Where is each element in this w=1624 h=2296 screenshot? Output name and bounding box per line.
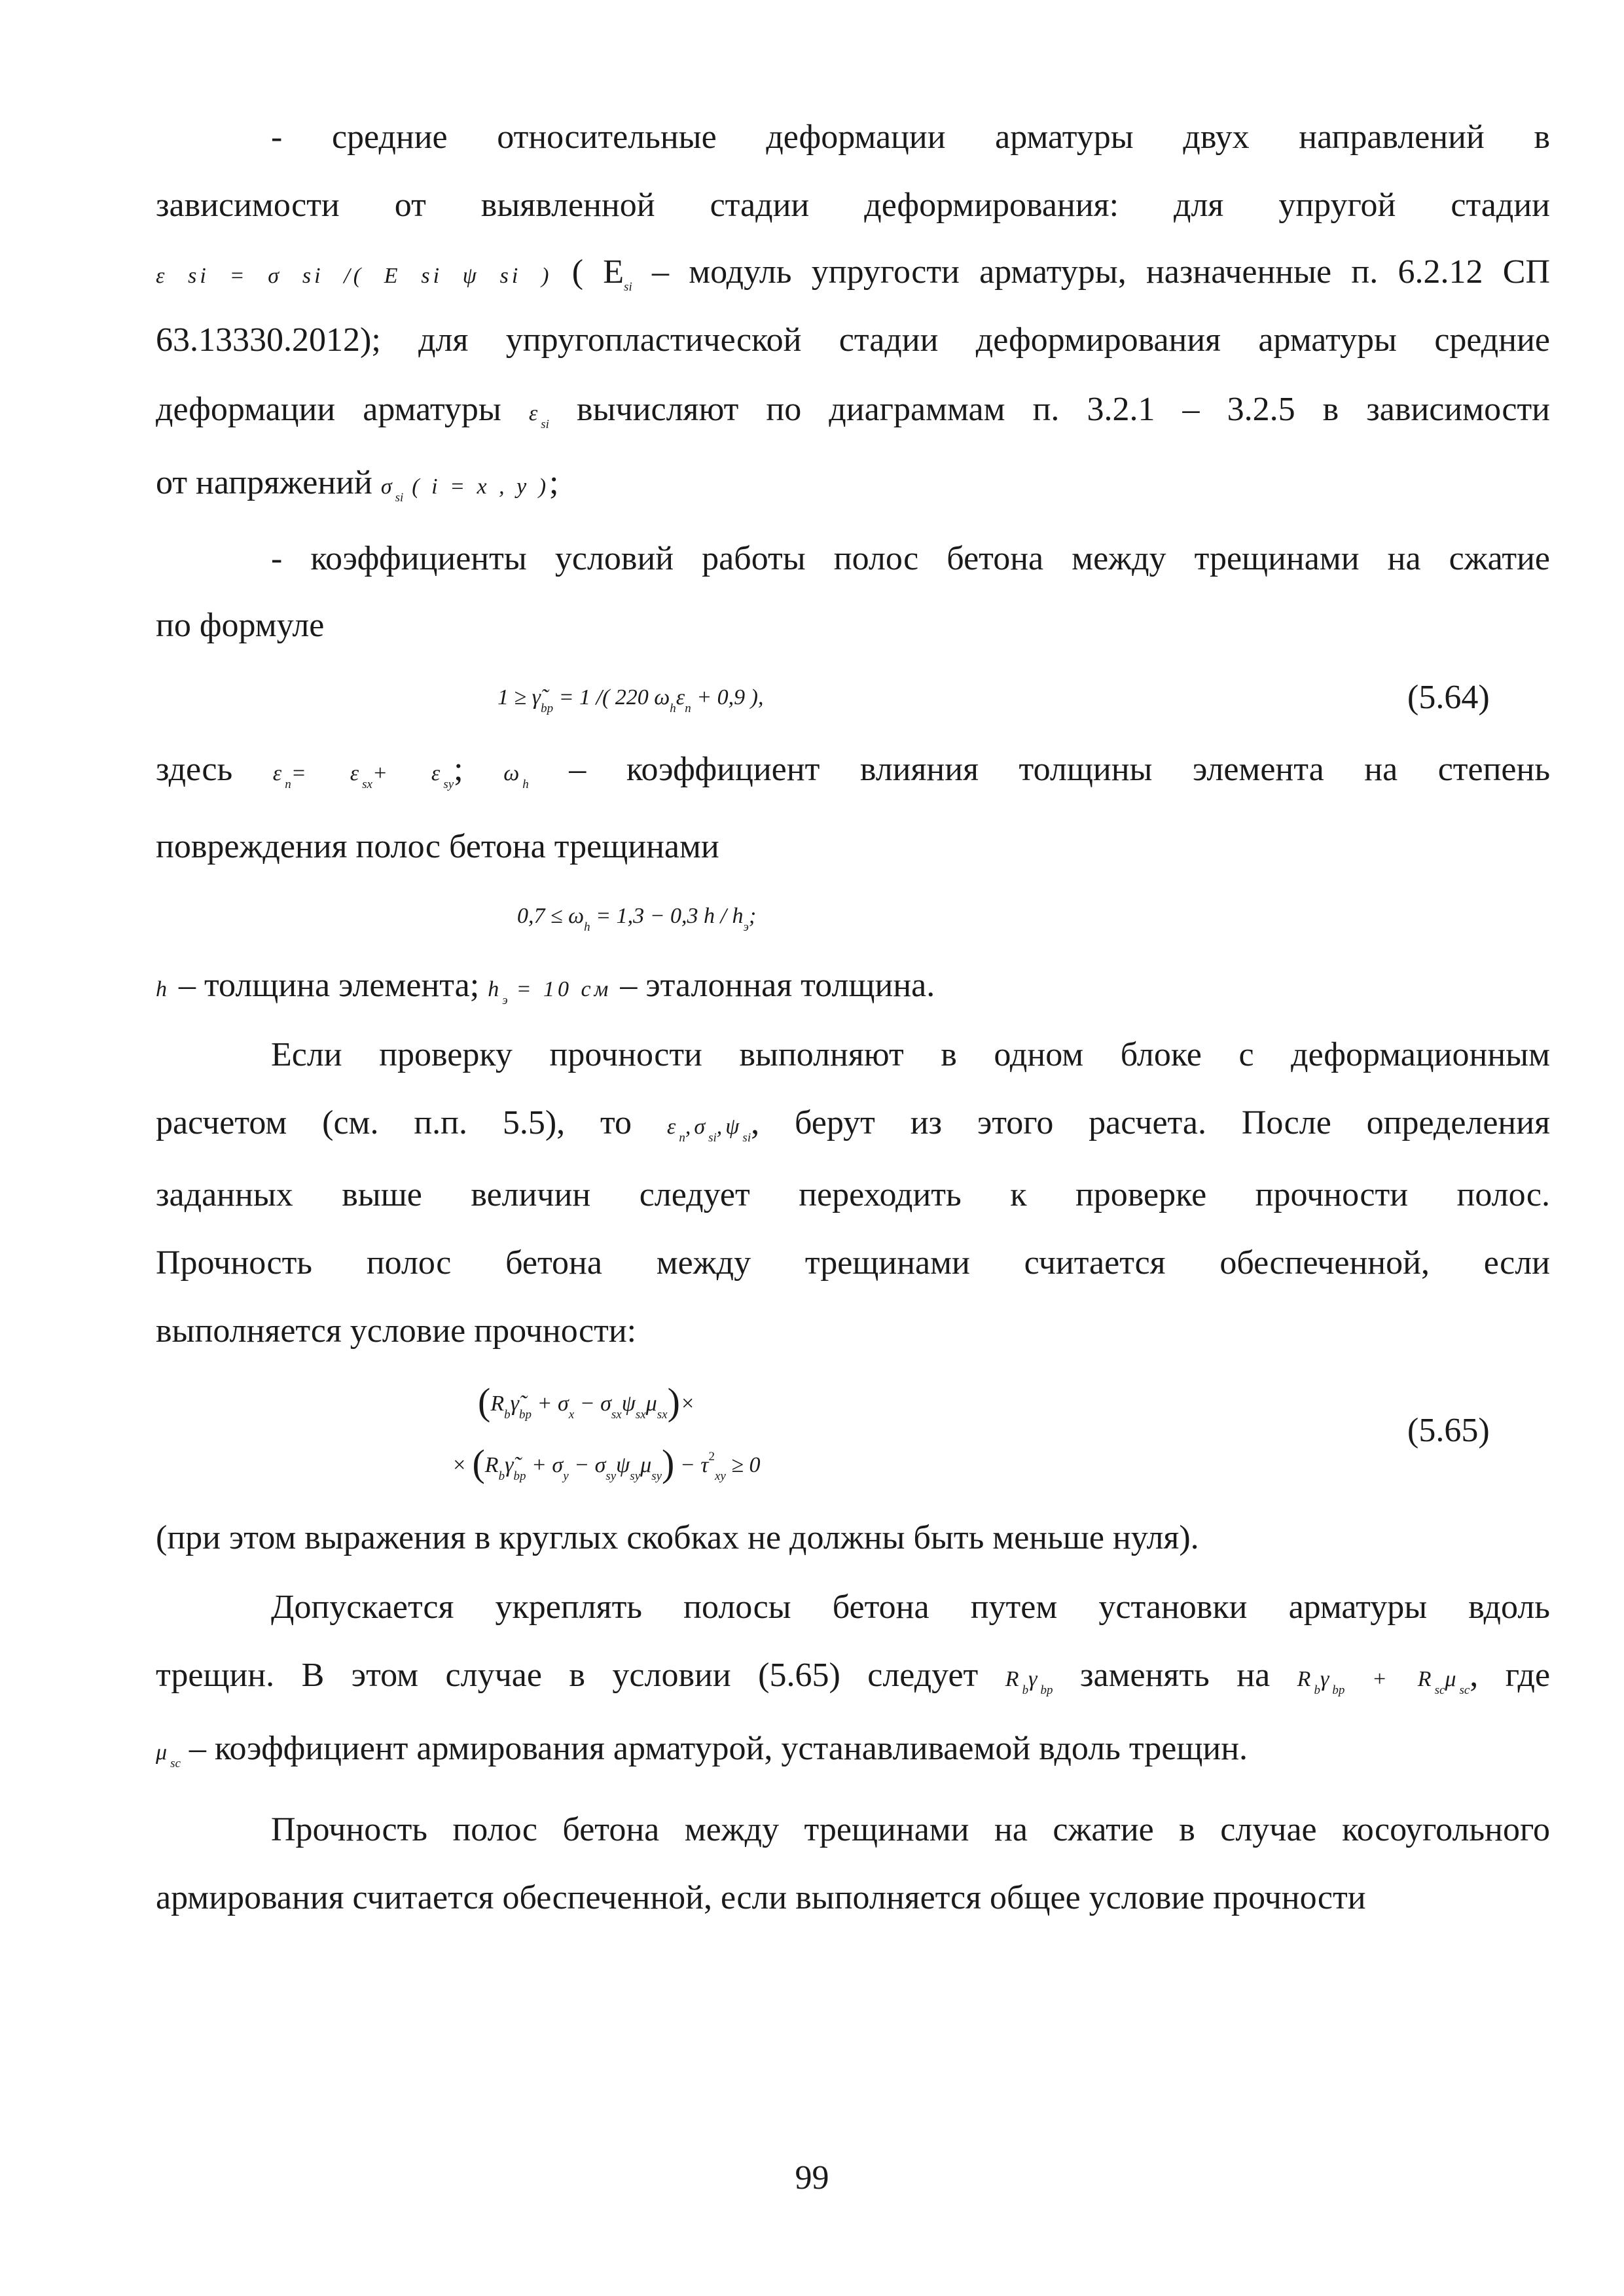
p1-line5-b: вычисляют по диаграммам п. 3.2.1 – 3.2.5 в зависимости bbox=[577, 391, 1550, 428]
f565-r2-sub-sy3: sy bbox=[651, 1469, 662, 1483]
p1-line5-sym: ε bbox=[528, 401, 541, 425]
p7-l3-mu-sub: sc bbox=[170, 1757, 181, 1770]
p4-b: – эталонная толщина. bbox=[620, 967, 935, 1004]
f565-r2-times: × bbox=[452, 1453, 467, 1477]
f565-r2-sub-bp: bp bbox=[513, 1469, 526, 1483]
f565-r1-sub-bp: bp bbox=[519, 1408, 532, 1422]
f565-r1-gamma: γ̃ bbox=[510, 1391, 520, 1416]
f565-r2-sup: 2 bbox=[708, 1450, 715, 1463]
f565-r2-psi: ψ bbox=[616, 1453, 630, 1477]
p1-line4: 63.13330.2012); для упругопластической стадии деформирования арматуры средние bbox=[156, 321, 1550, 359]
formula-5-65-row2 bbox=[452, 1440, 761, 1488]
p5-line5: выполняется условие прочности: bbox=[156, 1312, 637, 1350]
p4-line1 bbox=[156, 965, 1550, 1014]
p7-line2-c: , где bbox=[1470, 1657, 1551, 1694]
p7-R1-sub: b bbox=[1022, 1683, 1029, 1697]
p7-R2: R bbox=[1297, 1667, 1314, 1691]
fh-a: 0,7 ≤ ω bbox=[517, 904, 585, 928]
f564-sub-n: n bbox=[685, 702, 691, 715]
p7-gamma2-sub: bp bbox=[1332, 1683, 1345, 1697]
p1-line6-sym: σ bbox=[380, 475, 395, 499]
formula-5-64 bbox=[497, 678, 763, 721]
f565-r2-e: ≥ 0 bbox=[731, 1453, 761, 1477]
p7-line2 bbox=[156, 1655, 1550, 1704]
f565-r1-times: × bbox=[679, 1391, 695, 1416]
p6-line1: (при этом выражения в круглых скобках не должны быть меньше нуля). bbox=[156, 1519, 1199, 1556]
p7-gamma1: γ bbox=[1028, 1667, 1041, 1691]
f564-c: ε bbox=[676, 685, 685, 709]
p1-line6-paren: ( i = x , y ) bbox=[412, 475, 550, 499]
formula-eps-si: ε si = σ si /( E si ψ si ) bbox=[156, 264, 552, 288]
p3-line1-a: здесь bbox=[156, 751, 233, 788]
p5-sigma: ,σ bbox=[685, 1115, 709, 1139]
f565-r1-R: R bbox=[490, 1391, 505, 1416]
p7-line3 bbox=[156, 1728, 1550, 1777]
f564-a: 1 ≥ γ̃ bbox=[497, 685, 541, 709]
p1-line6 bbox=[156, 462, 1550, 511]
f565-r1-sub-sx3: sx bbox=[657, 1408, 668, 1422]
f565-r1-c: − σ bbox=[579, 1391, 611, 1416]
f565-r2-open: ( bbox=[472, 1442, 485, 1484]
p1-line1: - средние относительные деформации арматуры двух направлений в bbox=[271, 118, 1550, 156]
p3-line1-b: – коэффициент влияния толщины элемента на степень bbox=[569, 751, 1551, 788]
p3-eps-sx: = ε bbox=[291, 761, 363, 785]
p3-semicolon: ; bbox=[454, 751, 463, 788]
f565-r2-b: + σ bbox=[531, 1453, 564, 1477]
p7-line3-a: – коэффициент армирования арматурой, устанавливаемой вдоль трещин. bbox=[189, 1730, 1248, 1767]
p5-eps-sub: n bbox=[679, 1131, 685, 1145]
p3-omega: ω bbox=[503, 761, 523, 785]
p1-line6-b: ; bbox=[549, 464, 559, 501]
p5-psi-sub: si bbox=[742, 1131, 751, 1145]
p1-line3-sub: si bbox=[624, 280, 632, 294]
p5-line3: заданных выше величин следует переходить к проверке прочности полос. bbox=[156, 1176, 1550, 1213]
f565-r2-R: R bbox=[484, 1453, 499, 1477]
f565-r1-sub-b: b bbox=[504, 1408, 511, 1422]
p7-mu: μ bbox=[1445, 1667, 1460, 1691]
p4-he-val: = 10 см bbox=[516, 977, 612, 1001]
f565-r1-b: + σ bbox=[537, 1391, 569, 1416]
fh-b: = 1,3 − 0,3 h / h bbox=[596, 904, 744, 928]
p7-Rsc-sub: sc bbox=[1434, 1683, 1445, 1697]
f565-r1-close: ) bbox=[667, 1380, 680, 1423]
p8-line1: Прочность полос бетона между трещинами на сжатие в случае косоугольного bbox=[271, 1811, 1550, 1848]
p3-eps-sy: + ε bbox=[372, 761, 444, 785]
f565-r2-sub-xy: xy bbox=[714, 1469, 726, 1483]
f565-r2-gamma: γ̃ bbox=[505, 1453, 514, 1477]
p7-l3-mu: μ bbox=[156, 1740, 171, 1765]
f565-r2-mu: μ bbox=[640, 1453, 652, 1477]
f564-b: = 1 /( 220 ω bbox=[558, 685, 670, 709]
p2-line1: - коэффициенты условий работы полос бетона между трещинами на сжатие bbox=[271, 540, 1550, 577]
p3-line1 bbox=[156, 749, 1550, 798]
p1-line6-sub: si bbox=[395, 491, 404, 505]
p1-line5-a: деформации арматуры bbox=[156, 391, 501, 428]
p1-line5-sub: si bbox=[541, 418, 549, 431]
f564-sub-bp: bp bbox=[541, 702, 554, 715]
f565-r1-sub-sx2: sx bbox=[635, 1408, 646, 1422]
f565-r2-close: ) bbox=[662, 1442, 675, 1484]
p5-eps: ε bbox=[666, 1115, 679, 1139]
p7-R1: R bbox=[1005, 1667, 1022, 1691]
page-number: 99 bbox=[795, 2159, 829, 2197]
p3-eps-n: ε bbox=[272, 761, 285, 785]
p5-line2-a: расчетом (см. п.п. 5.5), то bbox=[156, 1104, 632, 1141]
p3-eps-sy-sub: sy bbox=[443, 778, 454, 791]
f564-d: + 0,9 ), bbox=[696, 685, 764, 709]
p2-line2: по формуле bbox=[156, 607, 325, 644]
f565-r1-open: ( bbox=[478, 1380, 491, 1423]
f565-r2-sub-sy2: sy bbox=[630, 1469, 641, 1483]
p7-line1: Допускается укреплять полосы бетона путем установки арматуры вдоль bbox=[271, 1588, 1550, 1626]
p7-line2-a: трещин. В этом случае в условии (5.65) следует bbox=[156, 1657, 979, 1694]
fh-sub-e: э bbox=[743, 920, 749, 934]
p1-line3 bbox=[156, 251, 1550, 300]
equation-number-5-65: (5.65) bbox=[1407, 1412, 1490, 1449]
p4-h: h bbox=[156, 977, 170, 1001]
p5-line4: Прочность полос бетона между трещинами считается обеспеченной, если bbox=[156, 1244, 1550, 1282]
p3-line2: повреждения полос бетона трещинами bbox=[156, 828, 719, 865]
f564-sub-h: h bbox=[670, 702, 676, 715]
p5-line2-b: , берут из этого расчета. После определения bbox=[751, 1104, 1551, 1141]
formula-omega-h bbox=[517, 897, 756, 939]
p7-gamma2: γ bbox=[1320, 1667, 1333, 1691]
f565-r1-sub-x: x bbox=[568, 1408, 575, 1422]
formula-5-65-row1 bbox=[478, 1378, 695, 1427]
equation-number-5-64: (5.64) bbox=[1407, 679, 1490, 716]
f565-r1-mu: μ bbox=[645, 1391, 657, 1416]
p5-line2 bbox=[156, 1102, 1550, 1151]
p3-omega-sub: h bbox=[522, 778, 529, 791]
f565-r2-sub-sy1: sy bbox=[605, 1469, 617, 1483]
p3-eps-sx-sub: sx bbox=[362, 778, 372, 791]
p7-line2-b: заменять на bbox=[1079, 1657, 1271, 1694]
p4-a: – толщина элемента; bbox=[179, 967, 480, 1004]
fh-sub-h: h bbox=[584, 920, 590, 934]
p1-line5 bbox=[156, 389, 1550, 438]
f565-r2-c: − σ bbox=[574, 1453, 606, 1477]
f565-r1-psi: ψ bbox=[621, 1391, 636, 1416]
p5-line1: Если проверку прочности выполняют в одном блоке с деформационным bbox=[271, 1036, 1550, 1073]
p7-R2-sub: b bbox=[1314, 1683, 1320, 1697]
p1-line6-a: от напряжений bbox=[156, 464, 372, 501]
p7-plus-R: + R bbox=[1371, 1667, 1435, 1691]
p1-line3-b: – модуль упругости арматуры, назначенные п. 6.2.12 СП bbox=[652, 253, 1550, 291]
p8-line2: армирования считается обеспеченной, если выполняется общее условие прочности bbox=[156, 1879, 1366, 1916]
p7-gamma1-sub: bp bbox=[1040, 1683, 1053, 1697]
f565-r1-sub-sx1: sx bbox=[611, 1408, 622, 1422]
p4-he-sub: э bbox=[502, 994, 508, 1007]
p5-psi: ,ψ bbox=[716, 1115, 743, 1139]
p4-he: h bbox=[488, 977, 503, 1001]
fh-c: ; bbox=[748, 904, 757, 928]
p7-mu-sub: sc bbox=[1459, 1683, 1470, 1697]
f565-r2-tau: − τ bbox=[679, 1453, 709, 1477]
p5-sigma-sub: si bbox=[708, 1131, 717, 1145]
f565-r2-sub-b: b bbox=[498, 1469, 505, 1483]
f565-r2-sub-y: y bbox=[563, 1469, 569, 1483]
p1-line3-a: ( E bbox=[571, 253, 624, 291]
p1-line2: зависимости от выявленной стадии деформирования: для упругой стадии bbox=[156, 187, 1550, 224]
p3-eps-n-sub: n bbox=[285, 778, 291, 791]
